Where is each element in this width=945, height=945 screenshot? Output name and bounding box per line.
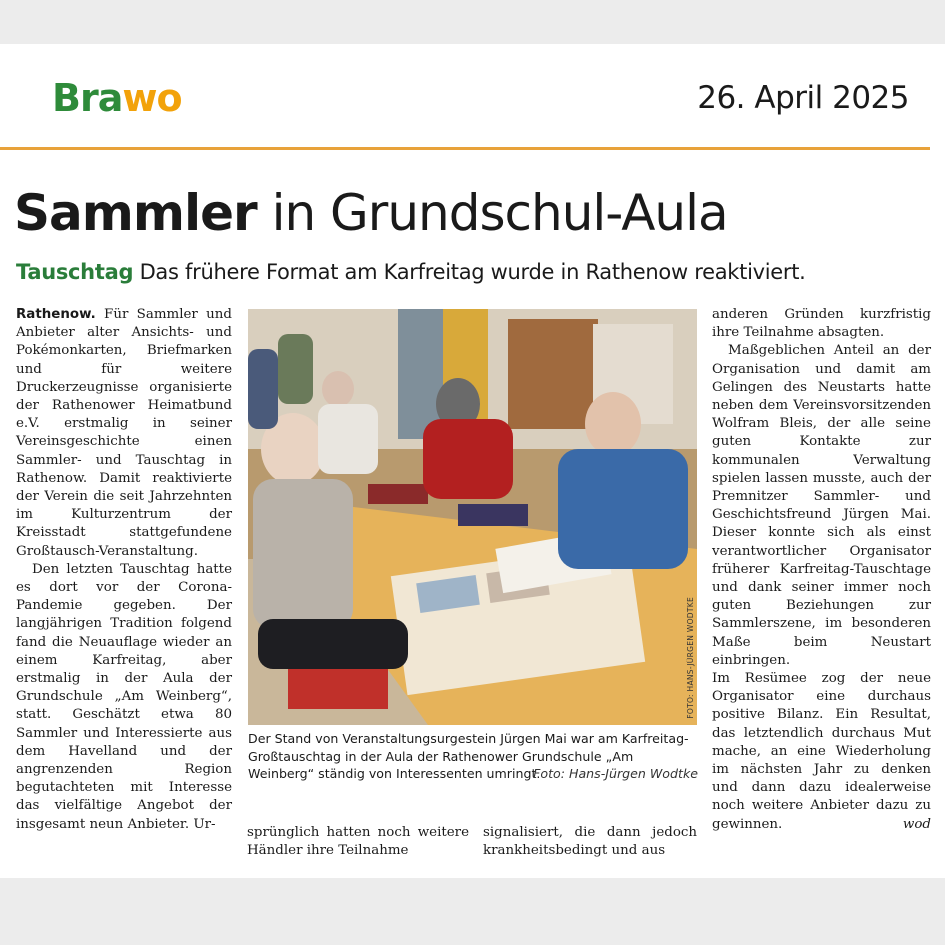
article-photo: [248, 309, 697, 725]
author-signature: wod: [902, 816, 931, 832]
dateline: Rathenow.: [16, 307, 96, 322]
logo-part-green: Bra: [52, 76, 123, 120]
photo-illustration: [248, 309, 697, 725]
brawo-logo: [52, 78, 182, 118]
photo-caption: [248, 730, 700, 783]
photo-side-credit: FOTO: HANS-JÜRGEN WODTKE: [686, 597, 695, 719]
subheadline-text: Das frühere Format am Karfreitag wurde in Rathenow reaktiviert.: [133, 260, 806, 284]
logo-part-orange: wo: [122, 76, 182, 120]
headline: [14, 184, 934, 242]
headline-bold: Sammler: [14, 184, 257, 242]
article-column-2: [247, 824, 469, 860]
paragraph-1-text: Für Sammler und Anbieter alter Ansichts- und Pokémonkarten, Briefmarken und für weitere Druckerzeugnisse organisierte der Rathenower Heimatbund e.V. erstmalig in seiner Vereinsgeschichte einen Sammler- und Tauschtag in Rathenow. Damit reaktivierte der Verein die seit Jahrzehnten im Kulturzentrum der Kreisstadt stattgefundene Großtausch-Veranstaltung.: [16, 307, 232, 559]
subheadline: [16, 258, 931, 286]
column-2-text: sprünglich hatten noch weitere Händler ihre Teilnahme: [247, 825, 469, 859]
paragraph-4b: Maßgeblichen Anteil an der Organisation und damit am Gelingen des Neustarts hatte neben dem Vereinsvorsitzenden Wolfram Bleis, der alle seine guten Kontakte zur kommunalen Verwaltung spielen lassen musste, auch der Premnitzer Sammler- und Geschichtsfreund Jürgen Mai. Dieser konnte sich als einst verantwortlicher Organisator früherer Karfreitag-Tauschtage und dank seiner immer noch guten Beziehungen zur Sammlerszene, im besonderen Maße beim Neustart einbringen.: [712, 343, 931, 668]
paragraph-4c-text: Im Resümee zog der neue Organisator eine durchaus positive Bilanz. Ein Resultat, das letztendlich durchaus Mut mache, an eine Wiederholung im nächsten Jahr zu denken und dann dazu idealerweise noch weitere Anbieter dazu zu gewinnen.: [712, 671, 931, 832]
article-column-3: [483, 824, 697, 860]
newspaper-clipping: [0, 44, 945, 878]
header-rule: [0, 147, 930, 150]
caption-text: Der Stand von Veranstaltungsurgestein Jürgen Mai war am Karfreitag-Großtauschtag in der Aula der Rathenower Grundschule „Am Weinberg“ ständig von Interessenten umringt.: [248, 731, 689, 781]
caption-credit: Foto: Hans-Jürgen Wodtke: [533, 766, 698, 781]
paragraph-4c: [712, 670, 931, 834]
kicker: Tauschtag: [16, 260, 134, 284]
paragraph-1: [16, 306, 232, 561]
article-column-4: [712, 306, 931, 834]
paragraph-4a: anderen Gründen kurzfristig ihre Teilnahme absagten.: [712, 307, 931, 341]
column-3-text: signalisiert, die dann jedoch krankheitsbedingt und aus: [483, 825, 697, 859]
article-column-1: [16, 306, 232, 834]
headline-rest: in Grundschul-Aula: [256, 184, 728, 242]
issue-date: 26. April 2025: [697, 80, 909, 116]
paragraph-2: Den letzten Tauschtag hatte es dort vor der Corona-Pandemie gegeben. Der langjährigen Tradition folgend fand die Neuauflage wieder an einem Karfreitag, aber erstmalig in der Aula der Grundschule „Am Weinberg“, statt. Geschätzt etwa 80 Sammler und Interessierte aus dem Havelland und der angrenzenden Region begutachteten mit Interesse das vielfältige Angebot der insgesamt neun Anbieter. Ur-: [16, 561, 232, 832]
